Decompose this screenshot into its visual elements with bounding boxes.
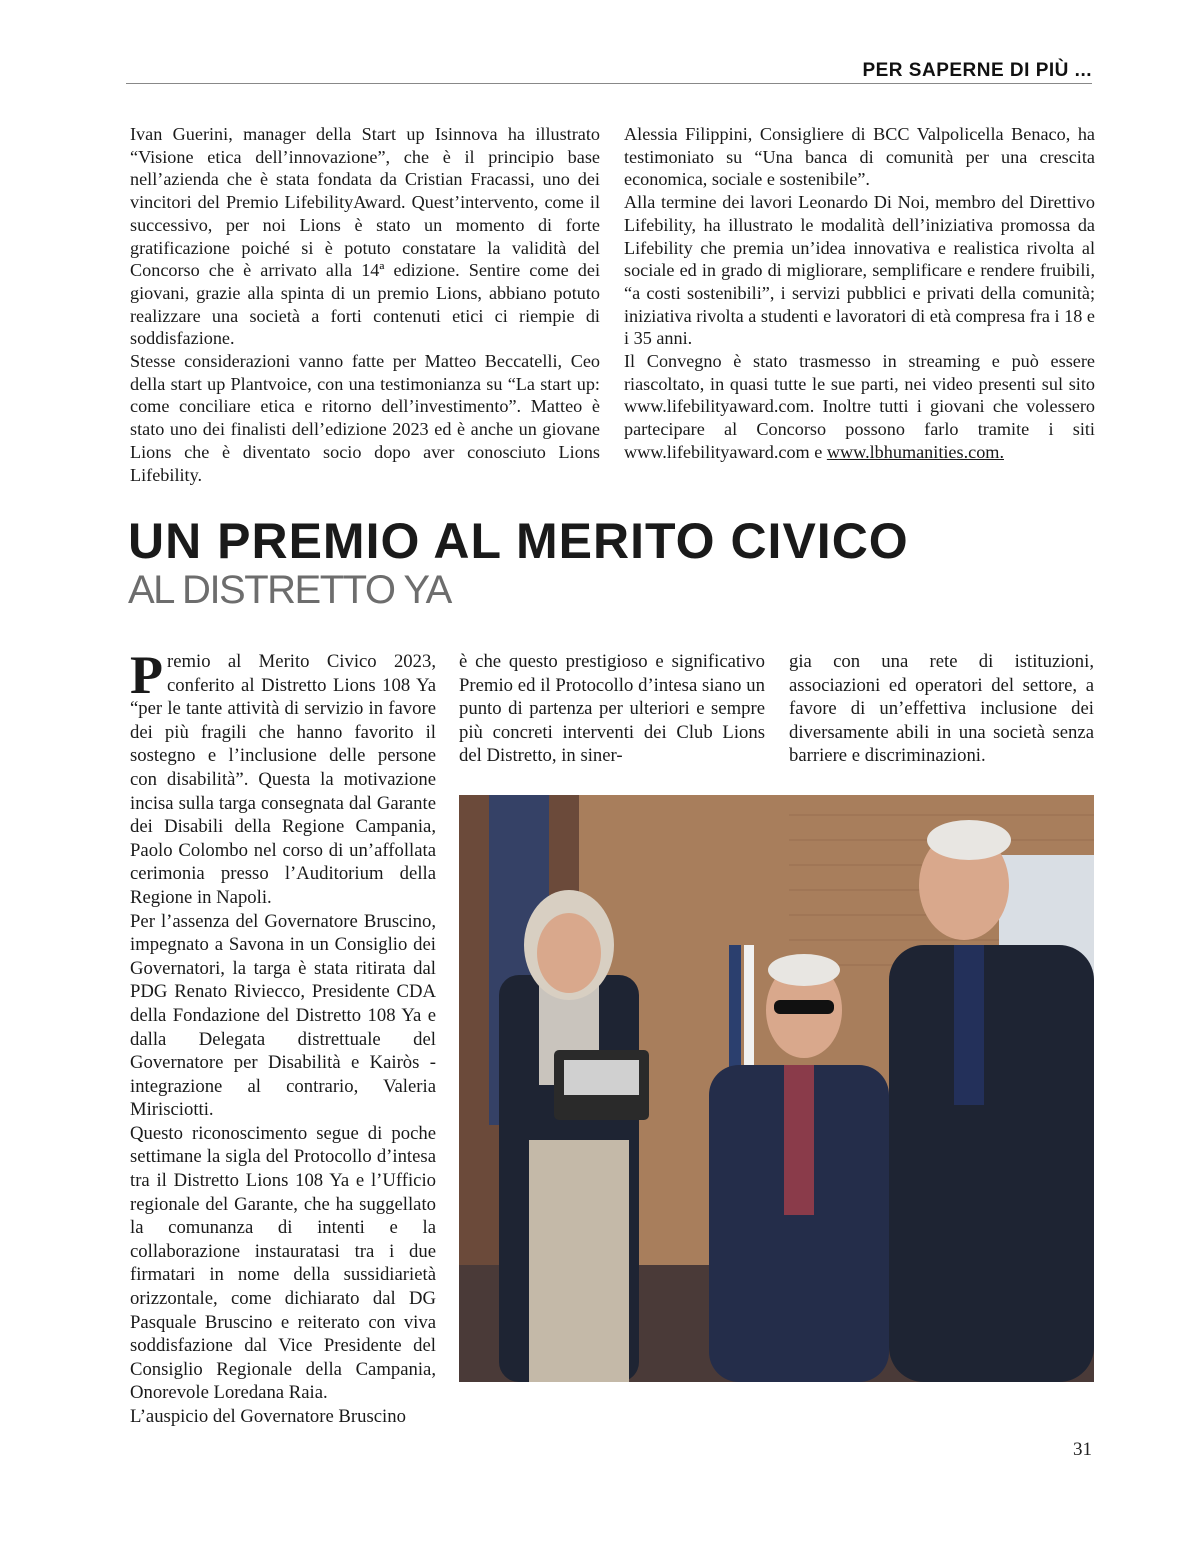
article-middle-column [459, 650, 765, 768]
paragraph: Alessia Filippini, Consigliere di BCC Valpolicella Benaco, ha testimoniato su “Una banca di comunità per una crescita economica, sociale e sostenibile”. [624, 124, 1095, 190]
paragraph-text: Il Convegno è stato trasmesso in streaming e può essere riascoltato, in quasi tutte le sue parti, nei video presenti sul sito www.lifebilityaward.com. Inoltre tutti i giovani che volessero partecipare al Concorso possono farlo tramite i siti www.lifebilityaward.com e [624, 351, 1095, 462]
paragraph: è che questo prestigioso e significativo Premio ed il Protocollo d’intesa siano un punto di partenza per ulteriori e sempre più concreti interventi dei Club Lions del Distretto, in siner- [459, 651, 765, 767]
article-subhead: AL DISTRETTO YA [128, 568, 451, 612]
header-rule [126, 83, 1092, 84]
article-right-column [789, 650, 1094, 768]
drop-cap: P [130, 645, 163, 705]
article-left-column [130, 645, 436, 1429]
paragraph: Ivan Guerini, manager della Start up Isinnova ha illustrato “Visione etica dell’innovazione”, che è il principio base nell’azienda che è stata fondata da Cristian Fracassi, uno dei vincitori del Premio LifebilityAward. Quest’intervento, come il successivo, per noi Lions è stato un momento di forte gratificazione poiché si è potuto constatare la validità del Concorso che è arrivato alla 14ª edizione. Sentire come dei giovani, grazie alla spinta di un premio Lions, abbiano potuto realizzare una società a forti contenuti etici ci riempie di soddisfazione. [130, 124, 600, 349]
paragraph [624, 350, 1095, 464]
paragraph-text: remio al Merito Civico 2023, conferito al Distretto Lions 108 Ya “per le tante attività di servizio in favore dei più fragili che hanno favorito il sostegno e l’inclusione delle persone con disabilità”. Questa la motivazione incisa sulla targa consegnata dal Garante dei Disabili della Regione Campania, Paolo Colombo nel corso di un’affollata cerimonia presso l’Auditorium della Regione in Napoli. [130, 651, 436, 908]
paragraph: Alla termine dei lavori Leonardo Di Noi, membro del Direttivo Lifebility, ha illustrato le modalità dell’iniziativa promossa da Lifebility che premia un’idea innovativa e realistica rivolta al sociale ed in grado di migliorare, semplificare e rendere fruibili, “a costi sostenibili”, i servizi pubblici e privati della comunità; iniziativa rivolta a studenti e lavoratori di età compresa fra i 18 e i 35 anni. [624, 192, 1095, 349]
paragraph: Per l’assenza del Governatore Bruscino, impegnato a Savona in un Consiglio dei Governatori, la targa è stata ritirata dal PDG Renato Riviecco, Presidente CDA della Fondazione del Distretto 108 Ya e dalla Delegata distrettuale del Governatore per Disabilità e Kairòs - integrazione al contrario, Valeria Mirisciotti. [130, 910, 436, 1121]
paragraph: Stesse considerazioni vanno fatte per Matteo Beccatelli, Ceo della start up Plantvoice, con una testimonianza su “La start up: come conciliare etica e ritorno dell’investimento”. Matteo è stato uno dei finalisti dell’edizione 2023 ed è anche un giovane Lions che è diventato socio dopo aver conosciuto Lions Lifebility. [130, 351, 600, 485]
paragraph [130, 645, 436, 910]
page-number: 31 [1073, 1439, 1092, 1460]
lbhumanities-link[interactable]: www.lbhumanities.com. [826, 441, 1004, 462]
section-label: PER SAPERNE DI PIÙ ... [862, 60, 1092, 81]
paragraph: gia con una rete di istituzioni, associazioni ed operatori del settore, a favore di un’effettiva inclusione dei diversamente abili in una società senza barriere e discriminazioni. [789, 651, 1094, 767]
paragraph: Questo riconoscimento segue di poche settimane la sigla del Protocollo d’intesa tra il Distretto Lions 108 Ya e l’Ufficio regionale del Garante, che ha suggellato la comunanza di intenti e la collaborazione instauratasi tra i due firmatari in nome della sussidiarietà orizzontale, come dichiarato dal DG Pasquale Bruscino e reiterato con viva soddisfazione dal Vice Presidente del Consiglio Regionale della Campania, Onorevole Loredana Raia. [130, 1122, 436, 1404]
ceremony-photo [459, 795, 1094, 1382]
top-article-left-column [130, 123, 600, 486]
paragraph: L’auspicio del Governatore Bruscino [130, 1406, 406, 1427]
article-headline: UN PREMIO AL MERITO CIVICO [128, 513, 909, 569]
top-article-right-column [624, 123, 1095, 464]
